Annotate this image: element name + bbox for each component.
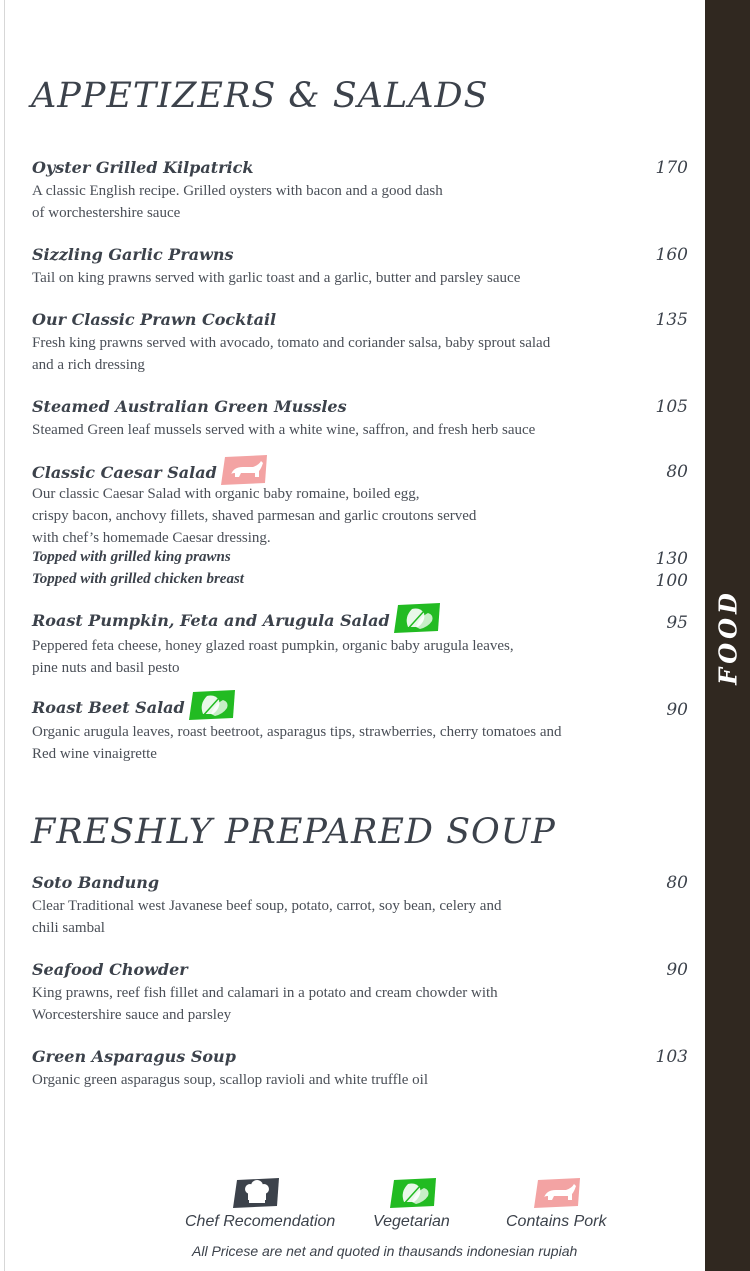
menu-item-name xyxy=(32,690,237,724)
menu-item-name: Oyster Grilled Kilpatrick xyxy=(32,158,254,177)
menu-item-price: 90 xyxy=(666,960,688,980)
menu-item-description: Peppered feta cheese, honey glazed roast pumpkin, organic baby arugula leaves, pine nuts and basil pesto xyxy=(32,638,514,676)
menu-item-description: Fresh king prawns served with avocado, tomato and coriander salsa, baby sprout salad and a rich dressing xyxy=(32,335,551,373)
menu-item-description: Clear Traditional west Javanese beef soup, potato, carrot, soy bean, celery and chili sambal xyxy=(32,898,502,936)
menu-item-name: Soto Bandung xyxy=(32,873,160,892)
menu-item-price: 80 xyxy=(666,873,688,893)
menu-item-description: Tail on king prawns served with garlic toast and a garlic, butter and parsley sauce xyxy=(32,270,521,286)
menu-item-name-text: Classic Caesar Salad xyxy=(32,462,217,482)
menu-item-price: 80 xyxy=(666,462,688,482)
menu-item-price: 103 xyxy=(655,1047,688,1067)
price-footnote: All Pricese are net and quoted in thausands indonesian rupiah xyxy=(192,1243,578,1259)
menu-item-name: Steamed Australian Green Mussles xyxy=(32,397,347,416)
pork-icon xyxy=(534,1178,582,1212)
menu-item-name: Our Classic Prawn Cocktail xyxy=(32,310,277,329)
legend-label-chef: Chef Recomendation xyxy=(185,1213,336,1230)
menu-item-description: Steamed Green leaf mussels served with a white wine, saffron, and fresh herb sauce xyxy=(32,422,536,438)
vegetarian-icon xyxy=(390,1178,438,1212)
menu-item-price: 135 xyxy=(655,310,688,330)
menu-item-price: 170 xyxy=(655,158,688,178)
menu-item-name: Seafood Chowder xyxy=(32,960,188,979)
legend-label-pork: Contains Pork xyxy=(506,1213,607,1230)
chef-hat-icon xyxy=(233,1178,281,1212)
menu-option-price: 100 xyxy=(655,571,688,591)
section-title-appetizers: APPETIZERS & SALADS xyxy=(31,76,489,116)
menu-option-label: Topped with grilled king prawns xyxy=(32,549,231,565)
menu-item-description: Organic arugula leaves, roast beetroot, asparagus tips, strawberries, cherry tomatoes and Red wine vinaigrette xyxy=(32,724,562,762)
menu-item-name-text: Roast Beet Salad xyxy=(32,697,185,717)
vegetarian-icon xyxy=(394,603,442,637)
menu-item-price: 105 xyxy=(655,397,688,417)
menu-option-price: 130 xyxy=(655,549,688,569)
section-title-soup: FRESHLY PREPARED SOUP xyxy=(31,812,556,852)
menu-item-price: 95 xyxy=(666,613,688,633)
legend-label-vegetarian: Vegetarian xyxy=(373,1213,450,1230)
menu-item-description: King prawns, reef fish fillet and calamari in a potato and cream chowder with Worcestershire sauce and parsley xyxy=(32,985,498,1023)
menu-option-label: Topped with grilled chicken breast xyxy=(32,571,244,587)
menu-item-name: Green Asparagus Soup xyxy=(32,1047,236,1066)
menu-item-name xyxy=(32,603,442,637)
menu-item-name-text: Roast Pumpkin, Feta and Arugula Salad xyxy=(32,610,390,630)
menu-item-name: Sizzling Garlic Prawns xyxy=(32,245,234,264)
side-band xyxy=(705,0,750,1271)
menu-item-price: 90 xyxy=(666,700,688,720)
menu-item-description: A classic English recipe. Grilled oysters with bacon and a good dash of worchestershire sauce xyxy=(32,183,443,221)
menu-item-description: Our classic Caesar Salad with organic baby romaine, boiled egg, crispy bacon, anchovy fillets, shaved parmesan and garlic croutons served with chef’s homemade Caesar dressing. xyxy=(32,486,477,546)
menu-item-price: 160 xyxy=(655,245,688,265)
menu-item-description: Organic green asparagus soup, scallop ravioli and white truffle oil xyxy=(32,1072,428,1088)
side-label: FOOD xyxy=(713,589,742,685)
page-edge xyxy=(4,0,5,1271)
vegetarian-icon xyxy=(189,690,237,724)
